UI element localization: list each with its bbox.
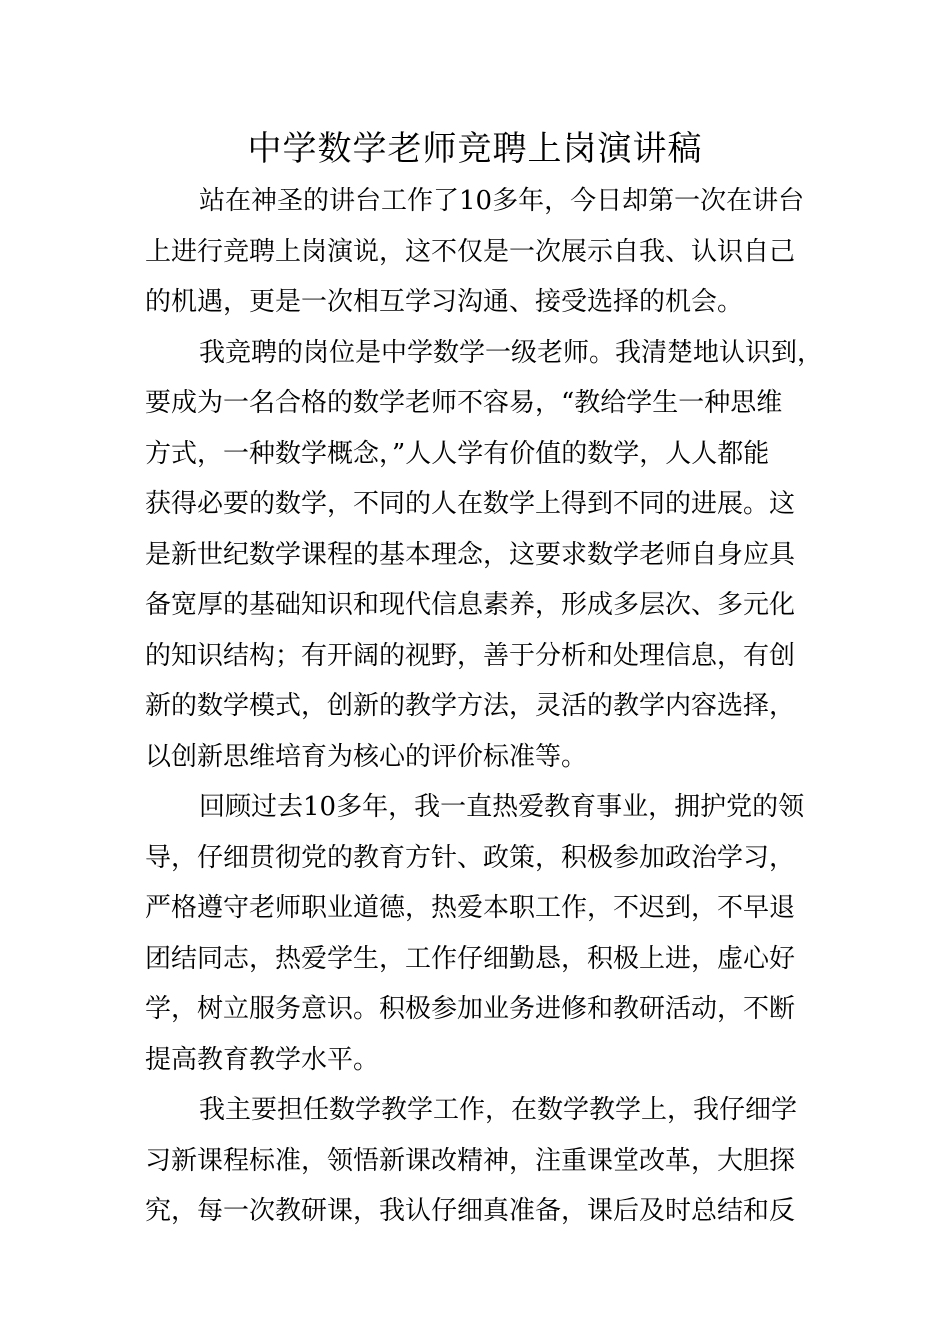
body-text-line: 导，仔细贯彻党的教育方针、政策，积极参加政治学习， <box>145 842 796 873</box>
body-text-line: 学，树立服务意识。积极参加业务进修和教研活动，不断 <box>145 994 796 1024</box>
body-text-line: 严格遵守老师职业道德，热爱本职工作，不迟到，不早退 <box>145 893 796 923</box>
body-text-line: 获得必要的数学，不同的人在数学上得到不同的进展。这 <box>145 489 796 519</box>
body-text-line: 我竞聘的岗位是中学数学一级老师。我清楚地认识到， <box>199 337 824 368</box>
body-text-line: 站在神圣的讲台工作了10多年，今日却第一次在讲台 <box>199 186 805 216</box>
body-text-line: 我主要担任数学教学工作，在数学教学上，我仔细学 <box>199 1095 798 1125</box>
body-text-line: 的知识结构；有开阔的视野，善于分析和处理信息，有创 <box>145 640 796 671</box>
body-text-line: 备宽厚的基础知识和现代信息素养，形成多层次、多元化 <box>145 590 796 620</box>
body-text-line: 的机遇，更是一次相互学习沟通、接受选择的机会。 <box>145 287 744 317</box>
body-text-line: 上进行竞聘上岗演说，这不仅是一次展示自我、认识自己 <box>145 236 796 267</box>
body-text-line: 提高教育教学水平。 <box>145 1044 380 1075</box>
document-body <box>145 176 825 1237</box>
body-text-line: 以创新思维培育为核心的评价标准等。 <box>145 741 588 772</box>
body-text-line: 习新课程标准，领悟新课改精神，注重课堂改革，大胆探 <box>145 1145 796 1176</box>
body-text-line: 要成为一名合格的数学老师不容易，“教给学生一种思维 <box>145 388 783 418</box>
body-text-line: 究，每一次教研课，我认仔细真准备，课后及时总结和反 <box>145 1196 796 1226</box>
body-text-line: 新的数学模式，创新的教学方法，灵活的教学内容选择， <box>145 691 796 721</box>
body-text-line: 方式，一种数学概念，”人人学有价值的数学，人人都能 <box>145 438 770 469</box>
body-text-line: 是新世纪数学课程的基本理念，这要求数学老师自身应具 <box>145 539 796 570</box>
body-text-line: 回顾过去10多年，我一直热爱教育事业，拥护党的领 <box>199 792 805 822</box>
body-text-line: 团结同志，热爱学生，工作仔细勤恳，积极上进，虚心好 <box>145 943 796 974</box>
document-title: 中学数学老师竞聘上岗演讲稿 <box>247 129 703 169</box>
